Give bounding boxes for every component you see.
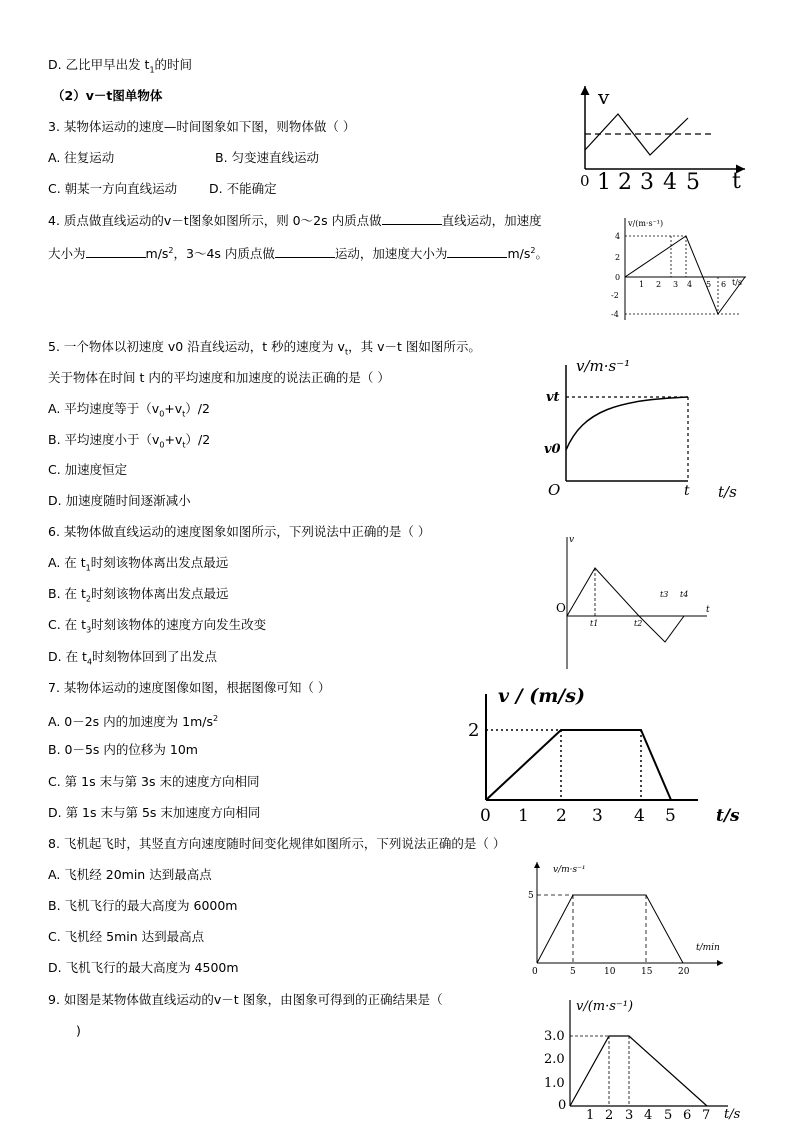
velocity-curve bbox=[566, 397, 688, 450]
svg-text:1.0: 1.0 bbox=[544, 1076, 565, 1091]
velocity-line bbox=[625, 236, 745, 314]
figure-q7-vt-graph bbox=[458, 680, 748, 825]
x-label: t/min bbox=[696, 943, 720, 953]
q-prev-option-d: D. 乙比甲早出发 $t_1$的时间 bbox=[48, 57, 193, 75]
question-9-line2: ) bbox=[76, 1023, 81, 1038]
svg-text:0: 0 bbox=[532, 967, 538, 977]
q7-option-d: D. 第 1s 末与第 5s 末加速度方向相同 bbox=[48, 805, 261, 820]
answer-blank[interactable] bbox=[86, 245, 146, 258]
svg-text:2: 2 bbox=[656, 280, 662, 289]
svg-text:1: 1 bbox=[639, 280, 645, 289]
y-label: v/(m·s⁻¹) bbox=[576, 999, 634, 1014]
question-4-line1: 4. 质点做直线运动的v－t图象如图所示，则 0～2s 内质点做 直线运动，加速度 bbox=[48, 213, 542, 228]
svg-text:5: 5 bbox=[664, 1108, 673, 1123]
q8-option-b: B. 飞机飞行的最大高度为 6000m bbox=[48, 898, 238, 913]
svg-text:v0: v0 bbox=[544, 442, 561, 457]
q7-option-b: B. 0－5s 内的位移为 10m bbox=[48, 742, 198, 757]
svg-text:2: 2 bbox=[615, 253, 621, 262]
q7-option-c: C. 第 1s 末与第 3s 末的速度方向相同 bbox=[48, 774, 260, 789]
q5-option-d: D. 加速度随时间逐渐减小 bbox=[48, 493, 191, 508]
velocity-line bbox=[486, 730, 671, 800]
svg-text:2: 2 bbox=[556, 806, 567, 826]
figure-q4-vt-graph bbox=[608, 214, 758, 326]
svg-text:5: 5 bbox=[528, 891, 534, 901]
q5-option-b: B. 平均速度小于$(v_0+v_t)/2$ bbox=[48, 432, 211, 450]
question-8: 8. 飞机起飞时，其竖直方向速度随时间变化规律如图所示，下列说法正确的是（ ） bbox=[48, 836, 506, 851]
tick-5: 5 bbox=[686, 170, 700, 195]
x-label: t/s bbox=[716, 806, 740, 826]
svg-text:15: 15 bbox=[641, 967, 653, 977]
x-label: t/s bbox=[718, 483, 737, 501]
svg-text:3: 3 bbox=[625, 1108, 634, 1123]
svg-text:O: O bbox=[548, 481, 561, 499]
svg-text:t4: t4 bbox=[680, 590, 689, 599]
svg-text:0: 0 bbox=[615, 273, 621, 282]
q6-option-d: D. 在 $t_4$时刻物体回到了出发点 bbox=[48, 649, 218, 667]
svg-text:t3: t3 bbox=[660, 590, 669, 599]
velocity-line bbox=[570, 1036, 707, 1106]
q3-option-a: A. 往复运动 bbox=[48, 150, 115, 165]
svg-text:7: 7 bbox=[702, 1108, 711, 1123]
svg-text:5: 5 bbox=[665, 806, 676, 826]
svg-text:1: 1 bbox=[518, 806, 529, 826]
velocity-line bbox=[537, 895, 683, 963]
svg-text:-4: -4 bbox=[611, 310, 619, 319]
q5-option-c: C. 加速度恒定 bbox=[48, 462, 128, 477]
q8-option-a: A. 飞机经 20min 达到最高点 bbox=[48, 867, 212, 882]
tick-0: 0 bbox=[580, 172, 590, 190]
svg-text:5: 5 bbox=[570, 967, 576, 977]
q3-option-b: B. 匀变速直线运动 bbox=[215, 150, 320, 165]
section-title: （2）v－t图单物体 bbox=[52, 88, 163, 103]
svg-text:20: 20 bbox=[678, 967, 690, 977]
tick-2: 2 bbox=[618, 170, 632, 195]
svg-text:t: t bbox=[684, 483, 690, 499]
svg-text:6: 6 bbox=[683, 1108, 692, 1123]
velocity-line bbox=[567, 568, 684, 642]
tick-4: 4 bbox=[663, 170, 677, 195]
q8-option-c: C. 飞机经 5min 达到最高点 bbox=[48, 929, 205, 944]
svg-text:2: 2 bbox=[468, 720, 480, 741]
svg-text:t1: t1 bbox=[590, 619, 599, 628]
figure-q5-vt-graph bbox=[538, 355, 748, 503]
answer-blank[interactable] bbox=[382, 212, 442, 225]
svg-text:3.0: 3.0 bbox=[544, 1029, 565, 1044]
svg-text:4: 4 bbox=[634, 806, 645, 826]
svg-text:vt: vt bbox=[546, 390, 560, 405]
y-label: v bbox=[569, 535, 575, 545]
question-5-line2: 关于物体在时间 t 内的平均速度和加速度的说法正确的是（ ） bbox=[48, 370, 390, 385]
q8-option-d: D. 飞机飞行的最大高度为 4500m bbox=[48, 960, 239, 975]
tick-3: 3 bbox=[640, 170, 654, 195]
svg-text:4: 4 bbox=[687, 280, 693, 289]
svg-text:1: 1 bbox=[586, 1108, 595, 1123]
y-label: v/(m·s⁻¹) bbox=[628, 219, 664, 228]
answer-blank[interactable] bbox=[447, 245, 507, 258]
figure-q6-vt-graph bbox=[552, 532, 722, 672]
question-3: 3. 某物体运动的速度—时间图象如下图，则物体做（ ） bbox=[48, 119, 356, 134]
y-label: v bbox=[598, 85, 610, 109]
y-label: v / (m/s) bbox=[498, 685, 585, 707]
svg-text:4: 4 bbox=[644, 1108, 653, 1123]
answer-blank[interactable] bbox=[275, 245, 335, 258]
svg-text:5: 5 bbox=[706, 280, 712, 289]
x-label: t/s bbox=[724, 1107, 741, 1122]
svg-text:0: 0 bbox=[558, 1098, 567, 1113]
svg-text:t2: t2 bbox=[634, 619, 643, 628]
question-6: 6. 某物体做直线运动的速度图象如图所示，下列说法中正确的是（ ） bbox=[48, 524, 431, 539]
svg-text:2.0: 2.0 bbox=[544, 1052, 565, 1067]
figure-q8-vt-graph bbox=[528, 858, 738, 980]
question-5-line1: 5. 一个物体以初速度 v0 沿直线运动，t 秒的速度为 $v_t$，其 v－t 图如图所示。 bbox=[48, 339, 481, 357]
q3-option-c: C. 朝某一方向直线运动 bbox=[48, 181, 178, 196]
svg-text:3: 3 bbox=[673, 280, 679, 289]
q6-option-a: A. 在 $t_1$时刻该物体离出发点最远 bbox=[48, 555, 229, 573]
q7-option-a: A. 0－2s 内的加速度为 $1m/s^2$ bbox=[48, 714, 219, 730]
figure-q9-vt-graph bbox=[540, 994, 750, 1122]
svg-text:O: O bbox=[556, 601, 566, 615]
q3-option-d: D. 不能确定 bbox=[209, 181, 277, 196]
q6-option-b: B. 在 $t_2$时刻该物体离出发点最远 bbox=[48, 586, 229, 604]
y-label: v/m·s⁻¹ bbox=[553, 865, 586, 875]
q6-option-c: C. 在 $t_3$时刻该物体的速度方向发生改变 bbox=[48, 617, 267, 635]
svg-text:0: 0 bbox=[480, 806, 491, 826]
svg-text:4: 4 bbox=[615, 232, 621, 241]
y-label: v/m·s⁻¹ bbox=[576, 357, 631, 375]
q5-option-a: A. 平均速度等于$(v_0+v_t)/2$ bbox=[48, 401, 210, 419]
question-4-line2: 大小为 $m/s^2$，3～4s 内质点做 运动，加速度大小为 $m/s^2$。 bbox=[48, 246, 548, 262]
x-label: t/s bbox=[732, 278, 743, 287]
question-9-line1: 9. 如图是某物体做直线运动的v－t 图象，由图象可得到的正确结果是（ bbox=[48, 992, 443, 1007]
question-7: 7. 某物体运动的速度图像如图，根据图像可知（ ） bbox=[48, 680, 331, 695]
svg-text:3: 3 bbox=[592, 806, 603, 826]
figure-q3-vt-graph bbox=[570, 82, 750, 195]
svg-text:10: 10 bbox=[604, 967, 616, 977]
svg-text:2: 2 bbox=[605, 1108, 614, 1123]
x-label: t bbox=[706, 605, 710, 615]
x-label: t bbox=[732, 169, 741, 194]
tick-1: 1 bbox=[597, 170, 611, 195]
svg-text:-2: -2 bbox=[611, 291, 619, 300]
svg-text:6: 6 bbox=[721, 280, 727, 289]
